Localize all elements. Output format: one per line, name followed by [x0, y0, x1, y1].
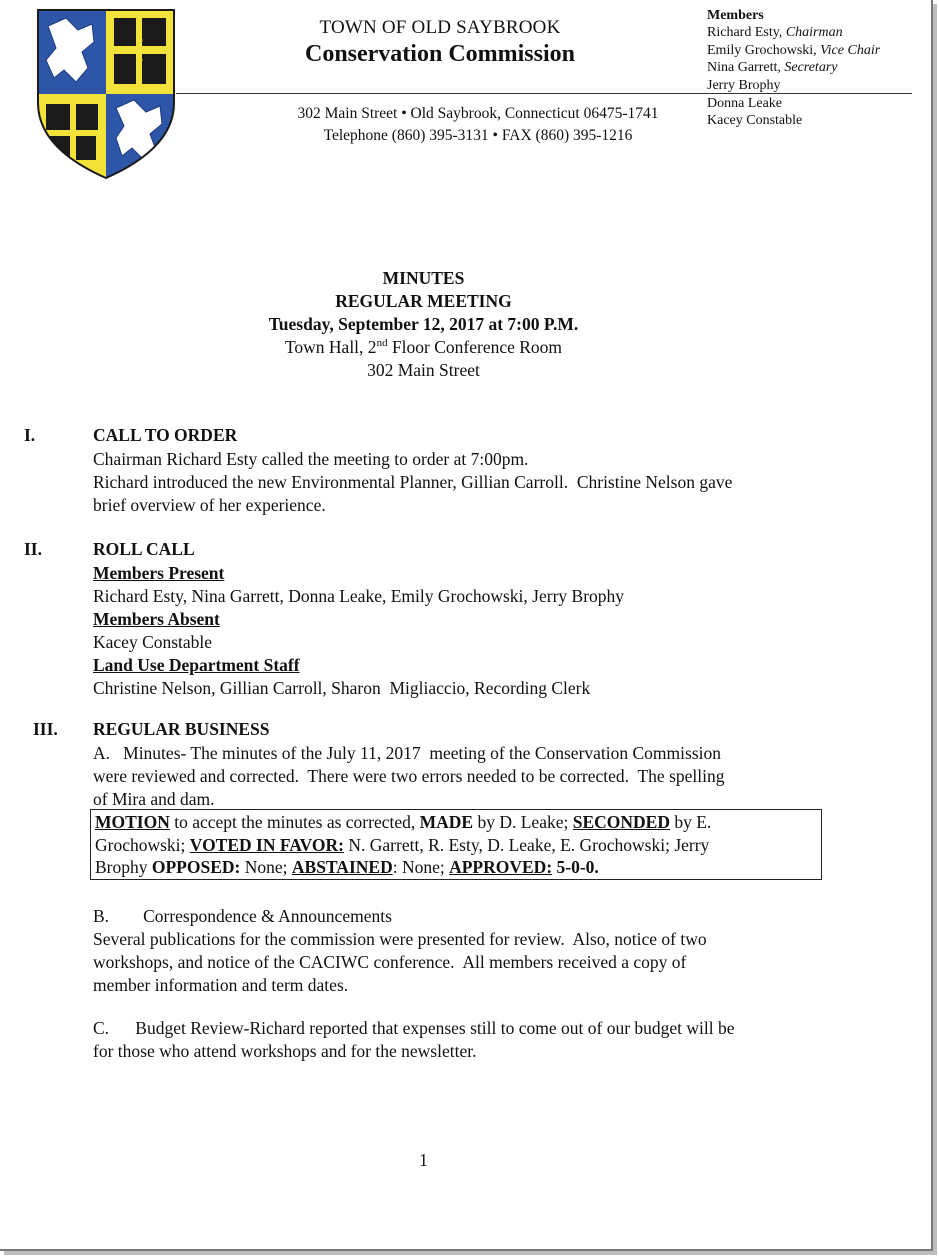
meeting-date: Tuesday, September 12, 2017 at 7:00 P.M.	[268, 314, 579, 334]
section-1-number: I.	[24, 425, 36, 445]
section-3-heading: REGULAR BUSINESS	[93, 719, 270, 739]
member-item: Richard Esty, Chairman	[707, 25, 843, 41]
meeting-address: 302 Main Street	[367, 360, 480, 380]
town-name: TOWN OF OLD SAYBROOK	[319, 17, 561, 38]
motion-box: MOTION to accept the minutes as corrected, MADE by D. Leake; SECONDED by E. Grochowski; VOTED IN FAVOR: N. Garrett, R. Esty, D. Leake, E. Grochowski; Jerry Brophy OPPOSED: None; ABSTAINED: None; APPROVED: 5-0-0.	[90, 809, 822, 880]
member-item: Jerry Brophy	[707, 77, 781, 93]
item-a-minutes: A. Minutes- The minutes of the July 11, 2017 meeting of the Conservation Commission were reviewed and corrected. There were two errors needed to be corrected. The spelling of Mira and dam.	[93, 743, 725, 809]
contact-block	[240, 103, 716, 147]
staff-label: Land Use Department Staff	[93, 655, 300, 675]
members-present: Richard Esty, Nina Garrett, Donna Leake, Emily Grochowski, Jerry Brophy	[93, 586, 625, 606]
commission-name: Conservation Commission	[304, 41, 575, 67]
page-number: 1	[419, 1150, 428, 1170]
staff-list: Christine Nelson, Gillian Carroll, Sharon Migliaccio, Recording Clerk	[93, 678, 591, 698]
address-line: 302 Main Street • Old Saybrook, Connecticut 06475-1741	[297, 105, 659, 122]
members-list	[707, 7, 880, 130]
member-item: Kacey Constable	[707, 113, 803, 129]
members-heading: Members	[707, 8, 764, 23]
meeting-location: Town Hall, 2nd Floor Conference Room	[284, 337, 563, 357]
members-present-label: Members Present	[93, 563, 225, 583]
member-item: Emily Grochowski, Vice Chair	[707, 42, 881, 58]
town-crest-logo	[36, 8, 176, 180]
section-2-number: II.	[24, 539, 42, 559]
section-2-body	[93, 562, 624, 700]
section-3-number: III.	[33, 719, 58, 739]
section-2-heading: ROLL CALL	[93, 539, 195, 559]
member-item: Nina Garrett, Secretary	[707, 60, 838, 76]
members-absent: Kacey Constable	[93, 632, 213, 652]
phone-line: Telephone (860) 395-3131 • FAX (860) 395-1216	[323, 127, 633, 144]
item-b-correspondence: B. Correspondence & Announcements Several publications for the commission were presented for review. Also, notice of two workshops, and notice of the CACIWC conference. All members received a copy of member information and term dates.	[93, 906, 707, 995]
section-1-body: Chairman Richard Esty called the meeting to order at 7:00pm. Richard introduced the new Environmental Planner, Gillian Carroll. Christine Nelson gave brief overview of her experience.	[93, 449, 733, 515]
title-minutes: MINUTES	[382, 268, 465, 288]
title-meeting-type: REGULAR MEETING	[335, 291, 512, 311]
member-item: Donna Leake	[707, 96, 783, 112]
item-c-budget: C. Budget Review-Richard reported that expenses still to come out of our budget will be for those who attend workshops and for the newsletter.	[93, 1018, 735, 1061]
section-1-heading: CALL TO ORDER	[93, 425, 238, 445]
members-absent-label: Members Absent	[93, 609, 220, 629]
minutes-title	[200, 267, 647, 382]
